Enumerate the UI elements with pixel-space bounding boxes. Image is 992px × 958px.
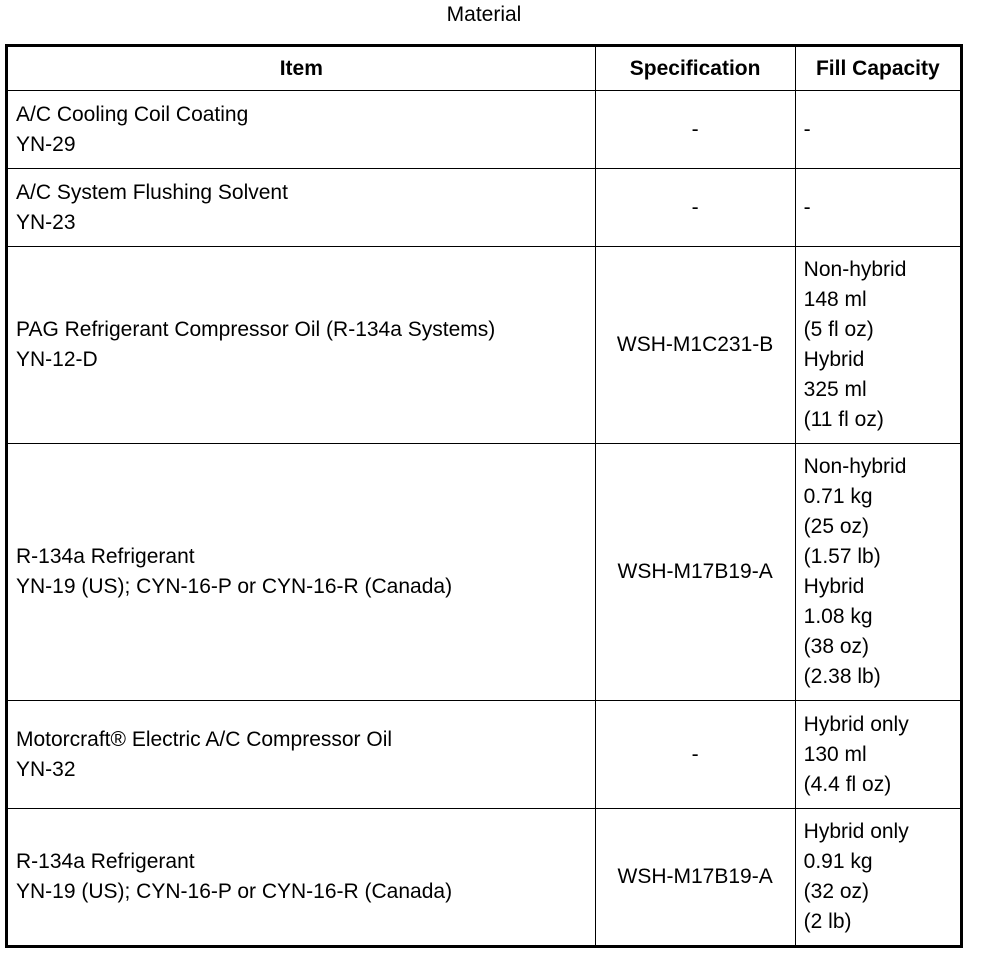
item-code: YN-19 (US); CYN-16-P or CYN-16-R (Canada): [16, 880, 453, 903]
header-fill-capacity: Fill Capacity: [795, 46, 961, 91]
specification-cell: WSH-M17B19-A: [595, 809, 795, 947]
fill-capacity-line: (2.38 lb): [803, 665, 881, 688]
header-specification: Specification: [595, 46, 795, 91]
item-name: A/C Cooling Coil Coating: [16, 102, 249, 126]
fill-capacity-cell: [795, 444, 961, 701]
fill-capacity-line: (4.4 fl oz): [803, 772, 892, 796]
fill-capacity-line: Non-hybrid: [803, 455, 907, 478]
fill-capacity-line: Hybrid: [803, 348, 865, 371]
fill-capacity-line: 1.08 kg: [803, 605, 873, 628]
fill-capacity-line: Hybrid only: [803, 820, 909, 843]
fill-capacity-line: Hybrid: [803, 575, 865, 598]
fill-capacity-line: 130 ml: [803, 742, 867, 766]
fill-capacity-cell: [795, 91, 961, 169]
fill-capacity-cell: [795, 809, 961, 947]
item-code: YN-32: [16, 757, 76, 781]
header-item: Item: [7, 46, 596, 91]
item-name: Motorcraft® Electric A/C Compressor Oil: [16, 727, 393, 751]
item-code: YN-29: [16, 132, 76, 156]
fill-capacity-line: -: [803, 117, 811, 141]
item-cell: [7, 91, 596, 169]
item-code: YN-12-D: [16, 348, 98, 371]
specification-cell: -: [595, 169, 795, 247]
table-row: [7, 247, 962, 444]
item-cell: [7, 444, 596, 701]
item-cell: [7, 247, 596, 444]
item-name: PAG Refrigerant Compressor Oil (R-134a Systems): [16, 318, 496, 341]
fill-capacity-cell: [795, 169, 961, 247]
item-cell: [7, 809, 596, 947]
fill-capacity-line: (25 oz): [803, 515, 870, 538]
fill-capacity-line: (11 fl oz): [803, 408, 884, 431]
fill-capacity-line: 0.91 kg: [803, 850, 873, 873]
fill-capacity-cell: [795, 247, 961, 444]
table-row: [7, 91, 962, 169]
table-row: [7, 701, 962, 809]
item-cell: [7, 169, 596, 247]
item-name: R-134a Refrigerant: [16, 545, 195, 568]
fill-capacity-cell: [795, 701, 961, 809]
item-code: YN-19 (US); CYN-16-P or CYN-16-R (Canada): [16, 575, 453, 598]
table-row: [7, 169, 962, 247]
table-caption: Material: [446, 3, 522, 26]
fill-capacity-line: (38 oz): [803, 635, 870, 658]
table-row: [7, 444, 962, 701]
item-name: R-134a Refrigerant: [16, 850, 195, 873]
fill-capacity-line: (5 fl oz): [803, 318, 874, 341]
item-code: YN-23: [16, 210, 76, 234]
specification-cell: WSH-M1C231-B: [595, 247, 795, 444]
material-table: [5, 44, 963, 948]
item-cell: [7, 701, 596, 809]
table-row: [7, 809, 962, 947]
fill-capacity-line: 148 ml: [803, 288, 867, 311]
specification-cell: -: [595, 91, 795, 169]
fill-capacity-line: 0.71 kg: [803, 485, 873, 508]
specification-cell: -: [595, 701, 795, 809]
fill-capacity-line: (2 lb): [803, 910, 852, 933]
item-name: A/C System Flushing Solvent: [16, 180, 288, 204]
header-row: [7, 46, 962, 91]
specification-cell: WSH-M17B19-A: [595, 444, 795, 701]
fill-capacity-line: (32 oz): [803, 880, 870, 903]
fill-capacity-line: Non-hybrid: [803, 258, 907, 281]
fill-capacity-line: -: [803, 195, 811, 219]
fill-capacity-line: Hybrid only: [803, 712, 909, 736]
fill-capacity-line: (1.57 lb): [803, 545, 881, 568]
fill-capacity-line: 325 ml: [803, 378, 867, 401]
